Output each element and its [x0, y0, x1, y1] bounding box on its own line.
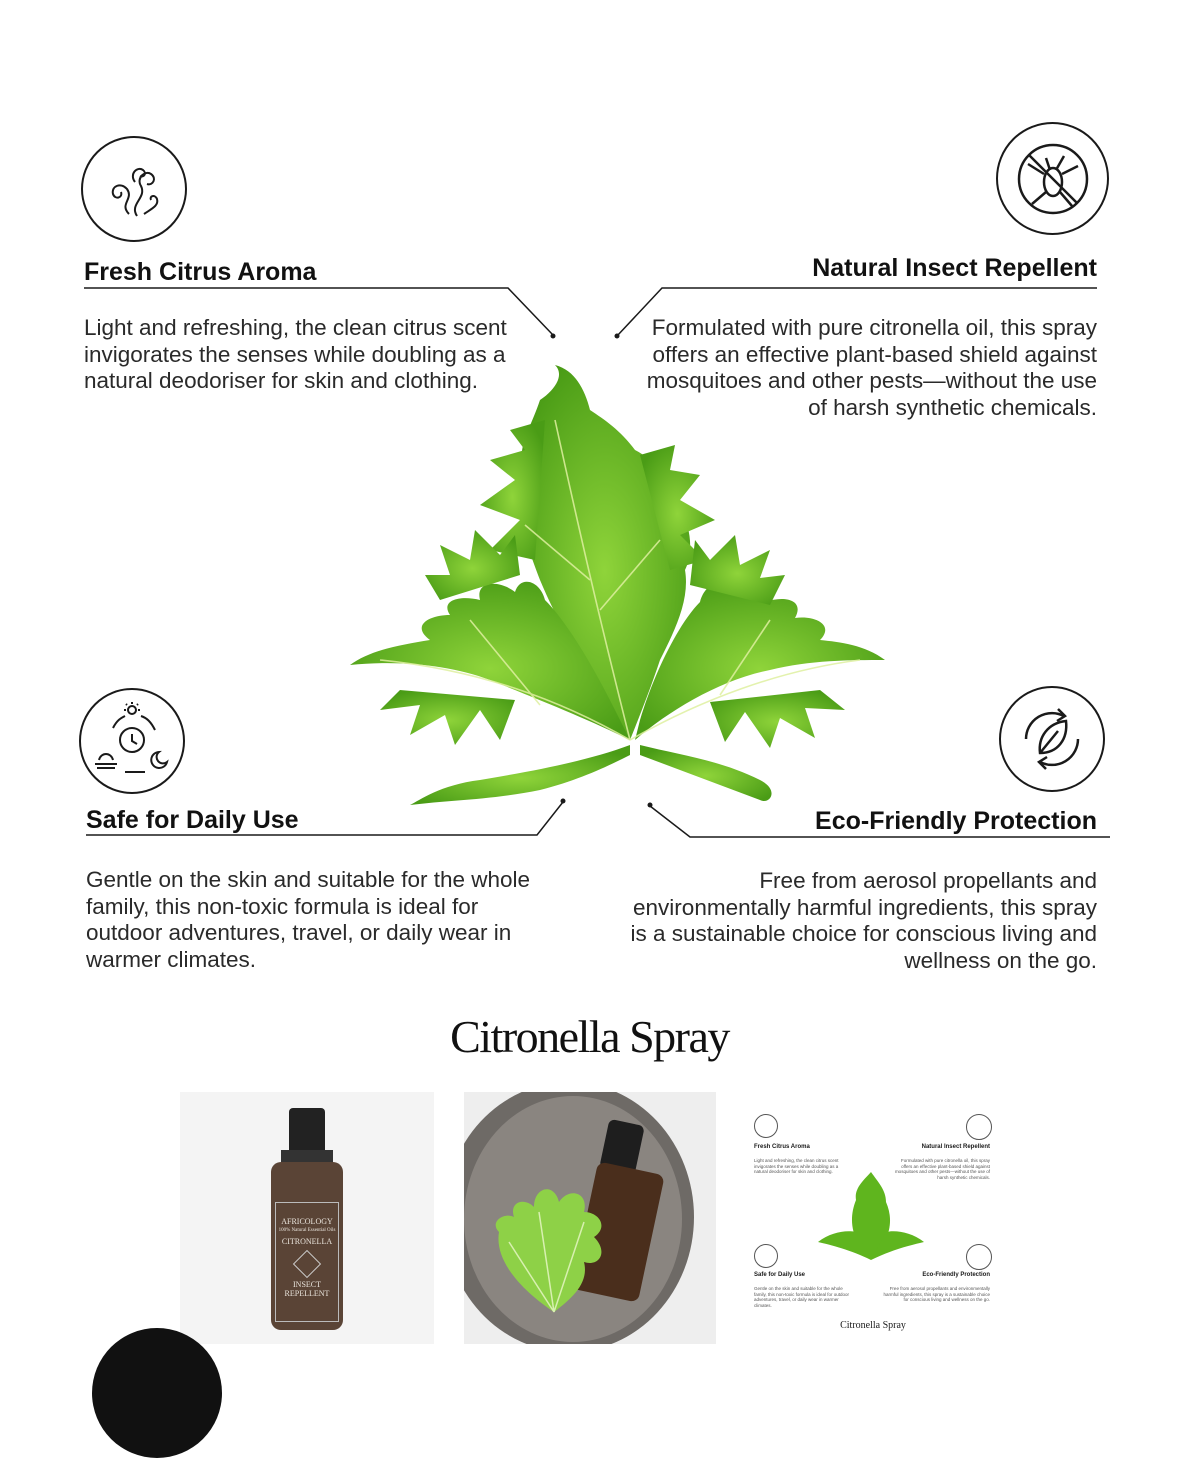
- feature-title: Fresh Citrus Aroma: [84, 258, 317, 286]
- feature-title: Safe for Daily Use: [86, 806, 299, 834]
- scent-swirl-icon: [81, 136, 187, 242]
- feature-title: Natural Insect Repellent: [812, 254, 1097, 282]
- mini-feature-title: Natural Insect Repellent: [921, 1144, 990, 1150]
- bottle-sub-label: 100% Natural Essential Oils: [278, 1228, 336, 1233]
- mini-feature-title: Eco-Friendly Protection: [922, 1272, 990, 1278]
- mini-feature-text: Light and refreshing, the clean citrus scent invigorates the senses while doubling as a natural deodoriser for skin and clothing.: [754, 1158, 839, 1174]
- mini-feature-text: Free from aerosol propellants and environmentally harmful ingredients, this spray is a sustainable choice for conscious living and wellness on the go.: [883, 1286, 990, 1302]
- feature-description: Formulated with pure citronella oil, this spray offers an effective plant-based shield against mosquitoes and other pests—without the use of harsh synthetic chemicals.: [646, 315, 1097, 420]
- product-title: Citronella Spray: [450, 1011, 729, 1062]
- mini-feature-text: Formulated with pure citronella oil, this spray offers an effective plant-based shield against mosquitoes and other pests—without the use of harsh synthetic chemicals.: [894, 1158, 990, 1180]
- bottle-brand-label: AFRICOLOGY: [281, 1217, 333, 1226]
- no-mosquito-icon: [996, 122, 1109, 235]
- bottle-type-label: REPELLENT: [284, 1289, 330, 1298]
- feature-description: Gentle on the skin and suitable for the whole family, this non-toxic formula is ideal for outdoor adventures, travel, or daily wear in warmer climates.: [86, 867, 531, 972]
- citronella-leaf-illustration: [340, 360, 900, 840]
- mini-brand-title: Citronella Spray: [840, 1320, 906, 1331]
- dark-circle-button[interactable]: [92, 1328, 222, 1458]
- day-night-cycle-icon: [79, 688, 185, 794]
- feature-description: Light and refreshing, the clean citrus scent invigorates the senses while doubling as a natural deodoriser for skin and clothing.: [84, 315, 507, 393]
- leaf-recycle-icon: [999, 686, 1105, 792]
- bottle-type-label: INSECT: [293, 1280, 321, 1289]
- mini-leaf-image: [816, 1170, 926, 1265]
- feature-title: Eco-Friendly Protection: [815, 807, 1097, 835]
- product-thumbnail-bowl[interactable]: [464, 1092, 716, 1344]
- product-thumbnail-bottle[interactable]: [180, 1092, 434, 1344]
- mini-feature-text: Gentle on the skin and suitable for the whole family, this non-toxic formula is ideal for outdoor adventures, travel, or daily wear in warmer climates.: [754, 1286, 849, 1308]
- leaf-image: [484, 1172, 614, 1322]
- bottle-product-label: CITRONELLA: [281, 1237, 333, 1246]
- mini-feature-title: Fresh Citrus Aroma: [754, 1144, 810, 1150]
- product-thumbnail-infographic[interactable]: [746, 1092, 1000, 1344]
- feature-description: Free from aerosol propellants and environmentally harmful ingredients, this spray is a sustainable choice for conscious living and wellness on the go.: [630, 868, 1097, 973]
- mini-feature-title: Safe for Daily Use: [754, 1272, 806, 1278]
